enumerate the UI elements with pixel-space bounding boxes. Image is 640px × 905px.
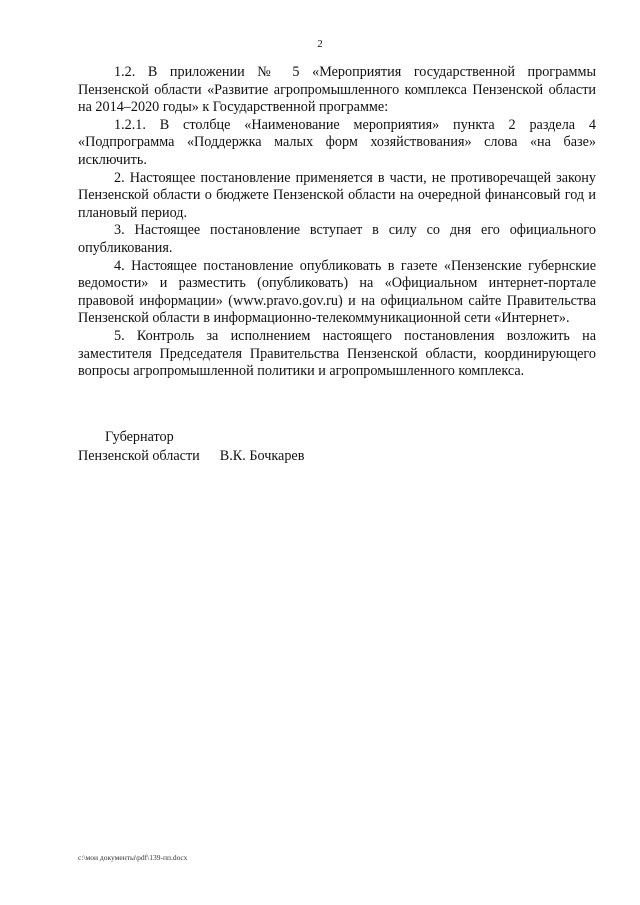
- signatory-line: [78, 447, 478, 466]
- paragraph-3: 3. Настоящее постановление вступает в силу со дня его официального опубликования.: [78, 222, 596, 256]
- signatory-region: Пензенской области: [78, 448, 200, 464]
- signatory-name: В.К. Бочкарев: [219, 448, 305, 464]
- paragraph-2: 2. Настоящее постановление применяется в части, не противоречащей закону Пензенской области о бюджете Пензенской области на очередной финансовый год и плановый период.: [78, 169, 596, 221]
- paragraph-4: 4. Настоящее постановление опубликовать в газете «Пензенские губернские ведомости» и разместить (опубликовать) на «Официальном интернет-портале правовой информации» (www.pravo.gov.ru) и на официальном сайте Правительства Пензенской области в информационно-телекоммуникационной сети «Интернет».: [78, 257, 596, 327]
- paragraph-1-2-1: 1.2.1. В столбце «Наименование мероприятия» пункта 2 раздела 4 «Подпрограмма «Поддержка малых форм хозяйствования» слова «на базе» исключить.: [78, 116, 596, 168]
- document-body: [78, 64, 596, 381]
- paragraph-5: 5. Контроль за исполнением настоящего постановления возложить на заместителя Председателя Правительства Пензенской области, координирующего вопросы агропромышленной политики и агропромышленного комплекса.: [78, 327, 596, 380]
- page-number: 2: [317, 38, 323, 50]
- file-path-footer: c:\мои документы\pdf\139-пп.docx: [78, 853, 188, 862]
- signature-block: [78, 428, 478, 466]
- paragraph-1-2: 1.2. В приложении № 5 «Мероприятия государственной программы Пензенской области «Развитие агропромышленного комплекса Пензенской области на 2014–2020 годы» к Государственной программе:: [78, 64, 596, 116]
- signatory-title: Губернатор: [105, 429, 174, 445]
